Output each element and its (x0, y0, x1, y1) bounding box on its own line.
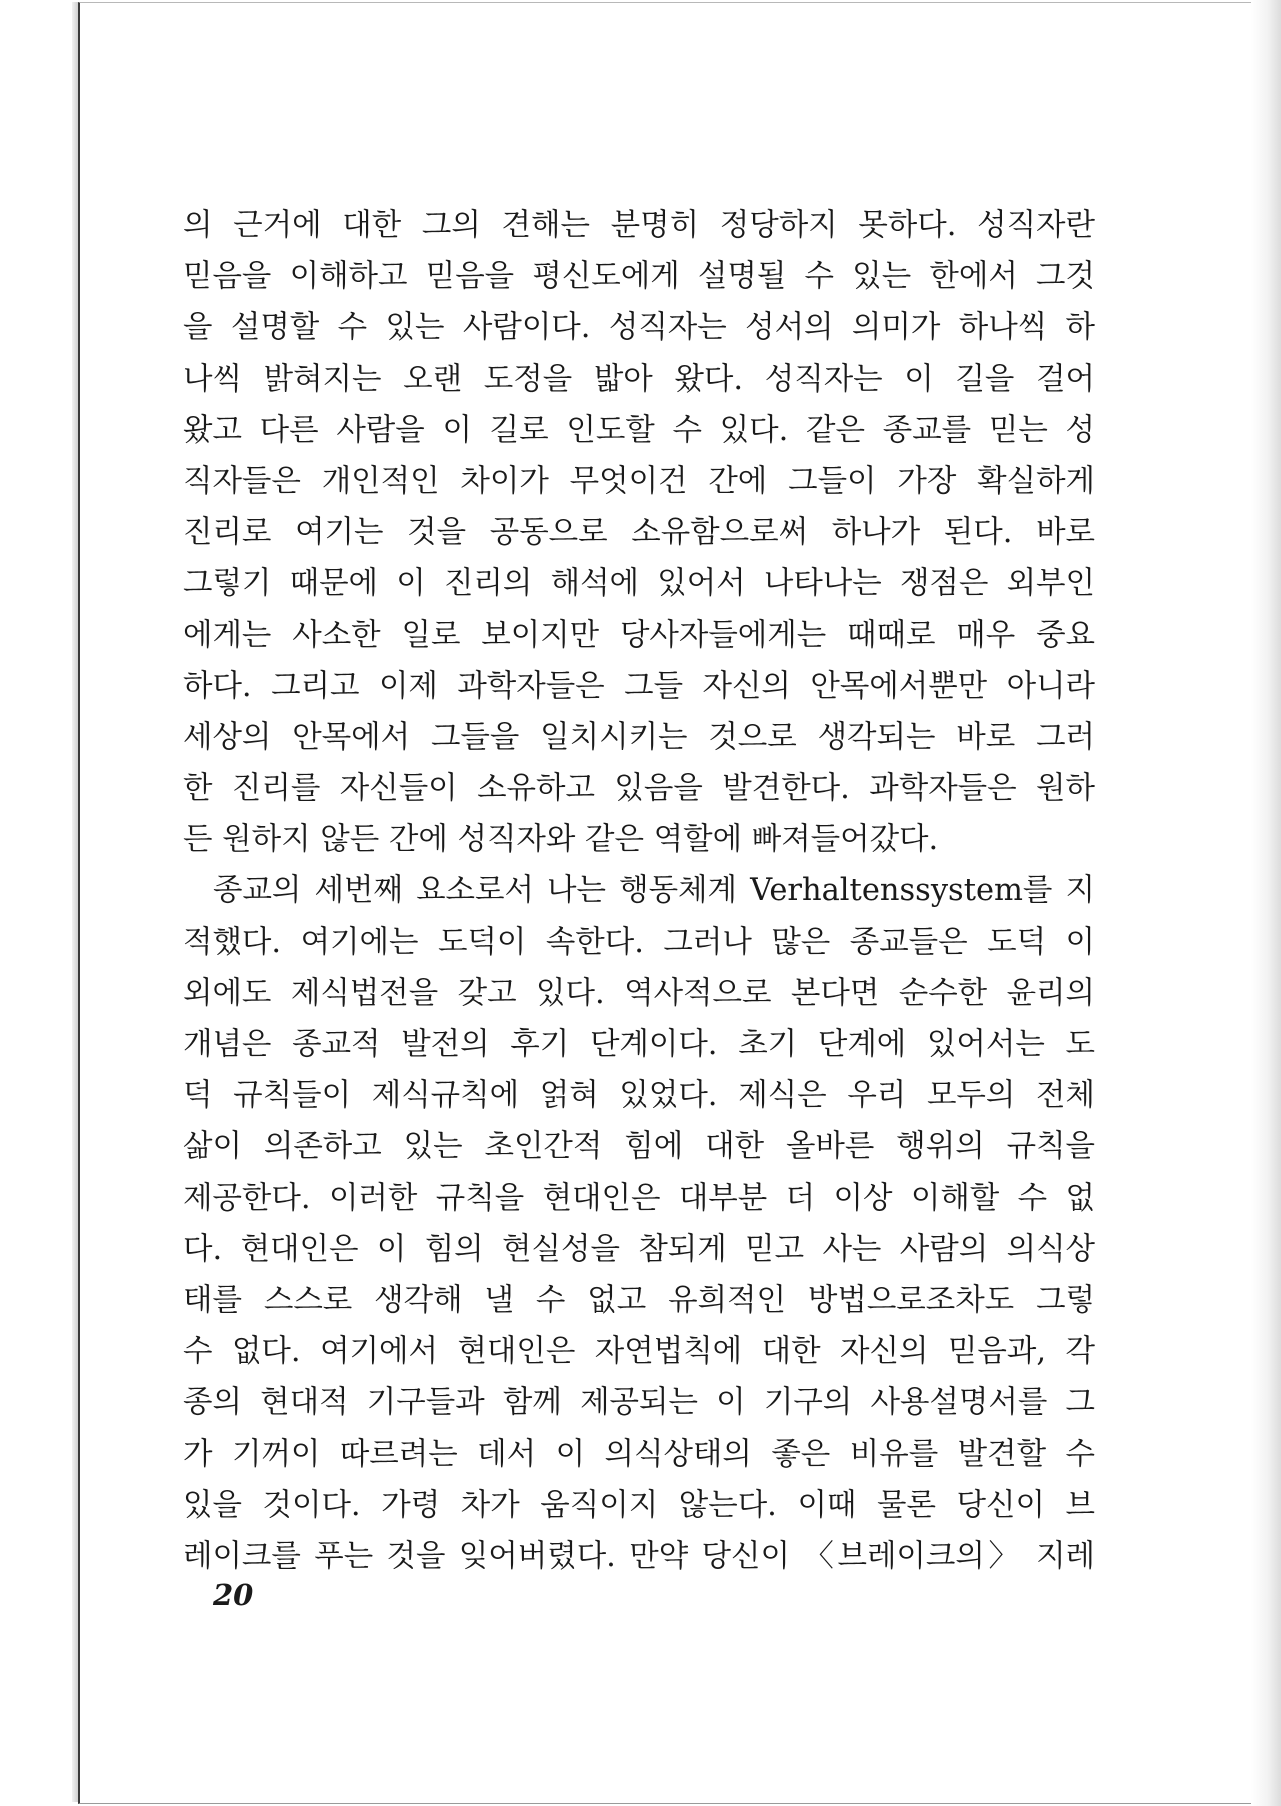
paragraph-2 (183, 865, 1095, 1582)
text-line: 개념은 종교적 발전의 후기 단계이다. 초기 단계에 있어서는 도 (183, 1027, 1095, 1062)
text-line: 왔고 다른 사람을 이 길로 인도할 수 있다. 같은 종교를 믿는 성 (183, 412, 1095, 448)
text-line: 을 설명할 수 있는 사람이다. 성직자는 성서의 의미가 하나씩 하 (183, 310, 1095, 346)
text-line: 종교의 세번째 요소로서 나는 행동체계 Verhaltenssystem를 지 (213, 873, 1095, 909)
page-right-edge-shadow (1251, 0, 1281, 1806)
text-line: 직자들은 개인적인 차이가 무엇이건 간에 그들이 가장 확실하게 (183, 463, 1095, 499)
text-line: 덕 규칙들이 제식규칙에 얽혀 있었다. 제식은 우리 모두의 전체 (183, 1078, 1095, 1114)
page-number: 20 (213, 1578, 254, 1612)
text-line: 가 기꺼이 따르려는 데서 이 의식상태의 좋은 비유를 발견할 수 (183, 1436, 1095, 1472)
text-line: 수 없다. 여기에서 현대인은 자연법칙에 대한 자신의 믿음과, 각 (183, 1334, 1095, 1370)
text-line: 에게는 사소한 일로 보이지만 당사자들에게는 때때로 매우 중요 (183, 617, 1095, 653)
text-line: 의 근거에 대한 그의 견해는 분명히 정당하지 못하다. 성직자란 (183, 208, 1095, 243)
text-line: 진리로 여기는 것을 공동으로 소유함으로써 하나가 된다. 바로 (183, 515, 1095, 551)
text-line: 믿음을 이해하고 믿음을 평신도에게 설명될 수 있는 한에서 그것 (183, 259, 1095, 295)
text-line: 그렇기 때문에 이 진리의 해석에 있어서 나타나는 쟁점은 외부인 (183, 566, 1095, 602)
paragraph-1 (183, 200, 1095, 865)
text-line: 레이크를 푸는 것을 잊어버렸다. 만약 당신이 〈브레이크의〉 지레 (183, 1538, 1095, 1574)
text-line: 제공한다. 이러한 규칙을 현대인은 대부분 더 이상 이해할 수 없 (183, 1180, 1095, 1216)
text-line: 한 진리를 자신들이 소유하고 있음을 발견한다. 과학자들은 원하 (183, 771, 1095, 807)
text-line: 삶이 의존하고 있는 초인간적 힘에 대한 올바른 행위의 규칙을 (183, 1129, 1095, 1165)
text-line: 다. 현대인은 이 힘의 현실성을 참되게 믿고 사는 사람의 의식상 (183, 1231, 1095, 1267)
text-line: 외에도 제식법전을 갖고 있다. 역사적으로 본다면 순수한 윤리의 (183, 975, 1095, 1011)
text-line: 종의 현대적 기구들과 함께 제공되는 이 기구의 사용설명서를 그 (183, 1385, 1095, 1421)
text-line: 든 원하지 않든 간에 성직자와 같은 역할에 빠져들어갔다. (183, 822, 939, 858)
text-line: 있을 것이다. 가령 차가 움직이지 않는다. 이때 물론 당신이 브 (183, 1487, 1095, 1523)
text-line: 적했다. 여기에는 도덕이 속한다. 그러나 많은 종교들은 도덕 이 (183, 924, 1095, 960)
text-line: 태를 스스로 생각해 낼 수 없고 유희적인 방법으로조차도 그렇 (183, 1282, 1095, 1318)
text-line: 나씩 밝혀지는 오랜 도정을 밟아 왔다. 성직자는 이 길을 걸어 (183, 361, 1095, 397)
body-text (183, 200, 1095, 1582)
text-line: 하다. 그리고 이제 과학자들은 그들 자신의 안목에서뿐만 아니라 (183, 668, 1095, 704)
text-line: 세상의 안목에서 그들을 일치시키는 것으로 생각되는 바로 그러 (183, 719, 1095, 755)
